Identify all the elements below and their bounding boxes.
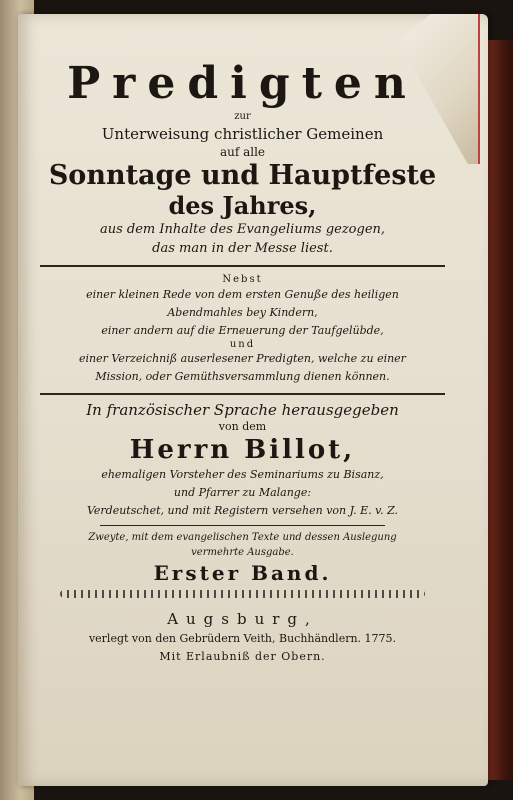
para3-line-2: und Pfarrer zu Malange: — [173, 486, 312, 499]
main-title: Predigten — [67, 58, 418, 109]
zweyte-line-2: vermehrte Ausgabe. — [191, 547, 294, 558]
para2-line-2: Mission, oder Gemüthsversammlung dienen können. — [95, 370, 390, 383]
para2-line-1: einer Verzeichniß auserlesener Predigten, welche zu einer — [79, 352, 406, 365]
para1-line-1: einer kleinen Rede von dem ersten Genuße des heiligen — [86, 288, 399, 301]
place-name: Augsburg, — [167, 610, 318, 628]
volume-label: Erster Band. — [153, 561, 332, 585]
line-zur: zur — [234, 111, 251, 122]
divider-3 — [100, 525, 385, 526]
title-page-text — [40, 50, 445, 666]
line-von-dem: von dem — [218, 420, 267, 433]
line-auf-alle: auf alle — [219, 145, 266, 159]
zweyte-line-1: Zweyte, mit dem evangelischen Texte und dessen Auslegung — [88, 532, 397, 543]
para3-line-3: Verdeutschet, und mit Registern versehen von J. E. v. Z. — [86, 504, 399, 517]
para3-line-1: ehemaligen Vorsteher des Seminariums zu Bisanz, — [101, 468, 384, 481]
publisher-line: verlegt von den Gebrüdern Veith, Buchhändlern. 1775. — [88, 632, 397, 645]
line-nebst: Nebst — [222, 274, 263, 285]
line-unterweisung: Unterweisung christlicher Gemeinen — [101, 125, 384, 143]
para1-line-3: einer andern auf die Erneuerung der Taufgelübde, — [101, 324, 384, 337]
ornament-divider — [60, 590, 425, 598]
divider-1 — [40, 265, 445, 267]
divider-2 — [40, 393, 445, 395]
line-sonntage: Sonntage und Hauptfeste — [48, 160, 437, 191]
line-sprache: In französischer Sprache herausgegeben — [86, 401, 399, 419]
author-name: Herrn Billot, — [129, 435, 356, 465]
para1-line-2: Abendmahles bey Kindern, — [167, 306, 318, 319]
permission-line: Mit Erlaubniß der Obern. — [159, 650, 326, 663]
line-und: und — [229, 339, 256, 350]
line-des-jahres: des Jahres, — [168, 191, 317, 220]
line-aus-dem: aus dem Inhalte des Evangeliums gezogen, — [99, 222, 386, 237]
line-das-man: das man in der Messe liest. — [152, 241, 333, 256]
